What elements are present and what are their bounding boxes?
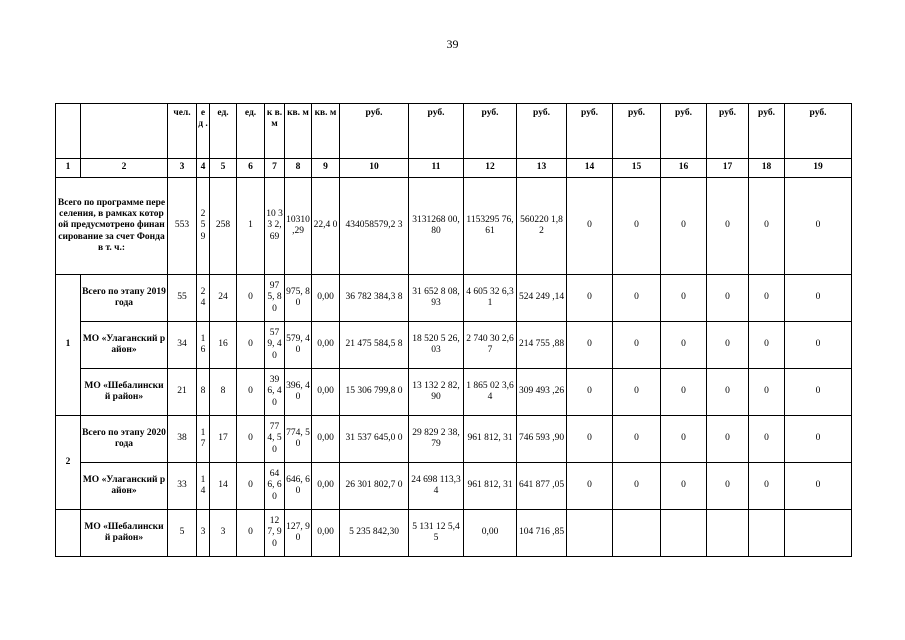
value-cell: 21: [168, 369, 197, 416]
unit-cell: [81, 104, 168, 159]
value-cell: 1 6: [197, 322, 210, 369]
value-cell: 0,00: [312, 369, 340, 416]
value-cell: 1: [237, 178, 265, 275]
value-cell: 214 755 ,88: [517, 322, 567, 369]
row-label: МО «Улаганский район»: [81, 463, 168, 510]
value-cell: 29 829 2 38,79: [409, 416, 464, 463]
value-cell: 4 605 32 6,31: [464, 275, 517, 322]
column-number: 19: [785, 159, 852, 178]
table-row: [56, 463, 852, 510]
unit-cell: кв. м: [312, 104, 340, 159]
value-cell: 0: [749, 416, 785, 463]
column-number: 4: [197, 159, 210, 178]
value-cell: 0: [707, 463, 749, 510]
value-cell: 0: [567, 463, 613, 510]
group-number: 1: [56, 275, 81, 416]
value-cell: 31 537 645,0 0: [340, 416, 409, 463]
value-cell: 0: [567, 369, 613, 416]
unit-cell: руб.: [464, 104, 517, 159]
value-cell: [749, 510, 785, 557]
column-number: 9: [312, 159, 340, 178]
value-cell: 1 865 02 3,64: [464, 369, 517, 416]
value-cell: 0: [661, 275, 707, 322]
value-cell: 0: [613, 322, 661, 369]
value-cell: 0: [237, 510, 265, 557]
column-number: 12: [464, 159, 517, 178]
unit-cell: руб.: [613, 104, 661, 159]
value-cell: 553: [168, 178, 197, 275]
value-cell: 2 5 9: [197, 178, 210, 275]
page-number: 39: [446, 37, 459, 51]
value-cell: 8: [197, 369, 210, 416]
value-cell: 64 6, 60: [265, 463, 285, 510]
value-cell: 36 782 384,3 8: [340, 275, 409, 322]
group-number: [56, 510, 81, 557]
value-cell: 0: [237, 416, 265, 463]
value-cell: [613, 510, 661, 557]
value-cell: 10310 ,29: [285, 178, 312, 275]
value-cell: 0: [749, 178, 785, 275]
value-cell: 579, 40: [285, 322, 312, 369]
total-row: [56, 178, 852, 275]
value-cell: 0: [661, 416, 707, 463]
value-cell: 2 4: [197, 275, 210, 322]
value-cell: 5: [168, 510, 197, 557]
value-cell: 3131268 00,80: [409, 178, 464, 275]
group-number: 2: [56, 416, 81, 510]
column-number: 17: [707, 159, 749, 178]
value-cell: 0,00: [312, 275, 340, 322]
value-cell: 434058579,2 3: [340, 178, 409, 275]
value-cell: 0: [237, 275, 265, 322]
value-cell: 10 33 2, 69: [265, 178, 285, 275]
unit-cell: руб.: [409, 104, 464, 159]
value-cell: 0: [613, 416, 661, 463]
value-cell: [567, 510, 613, 557]
value-cell: 38: [168, 416, 197, 463]
value-cell: 0: [567, 322, 613, 369]
value-cell: 961 812, 31: [464, 463, 517, 510]
value-cell: 641 877 ,05: [517, 463, 567, 510]
value-cell: 646, 60: [285, 463, 312, 510]
value-cell: 17: [210, 416, 237, 463]
value-cell: 1 7: [197, 416, 210, 463]
value-cell: 0: [785, 275, 852, 322]
value-cell: 975, 80: [285, 275, 312, 322]
value-cell: 0: [785, 369, 852, 416]
column-number: 11: [409, 159, 464, 178]
value-cell: 13 132 2 82,90: [409, 369, 464, 416]
table-row: [56, 416, 852, 463]
column-number: 3: [168, 159, 197, 178]
value-cell: 0: [613, 178, 661, 275]
unit-cell: чел.: [168, 104, 197, 159]
value-cell: 0: [613, 275, 661, 322]
unit-cell: руб.: [517, 104, 567, 159]
data-table: [55, 103, 852, 557]
value-cell: 0: [749, 275, 785, 322]
value-cell: 0: [707, 369, 749, 416]
value-cell: 0,00: [312, 463, 340, 510]
column-number: 18: [749, 159, 785, 178]
value-cell: 0,00: [312, 416, 340, 463]
value-cell: 0: [237, 463, 265, 510]
value-cell: [661, 510, 707, 557]
row-label: МО «Шебалинский район»: [81, 369, 168, 416]
value-cell: 0: [661, 322, 707, 369]
value-cell: 55: [168, 275, 197, 322]
row-label: МО «Шебалинский район»: [81, 510, 168, 557]
value-cell: 0: [785, 416, 852, 463]
unit-cell: е д .: [197, 104, 210, 159]
value-cell: 127, 90: [285, 510, 312, 557]
unit-cell: руб.: [661, 104, 707, 159]
value-cell: 0: [749, 369, 785, 416]
column-number: 1: [56, 159, 81, 178]
value-cell: 524 249 ,14: [517, 275, 567, 322]
value-cell: [707, 510, 749, 557]
value-cell: 0: [661, 178, 707, 275]
value-cell: 0: [613, 463, 661, 510]
unit-cell: ед.: [210, 104, 237, 159]
value-cell: 0: [661, 369, 707, 416]
unit-cell: руб.: [785, 104, 852, 159]
table-row: [56, 275, 852, 322]
value-cell: 309 493 ,26: [517, 369, 567, 416]
value-cell: 746 593 ,90: [517, 416, 567, 463]
column-number-row: [56, 159, 852, 178]
column-number: 14: [567, 159, 613, 178]
value-cell: 18 520 5 26,03: [409, 322, 464, 369]
value-cell: 34: [168, 322, 197, 369]
value-cell: 0: [707, 322, 749, 369]
value-cell: 22,4 0: [312, 178, 340, 275]
value-cell: 12 7, 90: [265, 510, 285, 557]
value-cell: 0: [567, 275, 613, 322]
value-cell: 5 235 842,30: [340, 510, 409, 557]
value-cell: 31 652 8 08,93: [409, 275, 464, 322]
unit-cell: руб.: [707, 104, 749, 159]
value-cell: 3: [197, 510, 210, 557]
value-cell: 14: [210, 463, 237, 510]
total-label: Всего по программе переселения, в рамках которой предусмотрено финансирование за счет Фонда в т. ч.:: [56, 178, 168, 275]
value-cell: 2 740 30 2,67: [464, 322, 517, 369]
units-row: [56, 104, 852, 159]
value-cell: 0,00: [464, 510, 517, 557]
value-cell: 24 698 113,34: [409, 463, 464, 510]
column-number: 2: [81, 159, 168, 178]
row-label: МО «Улаганский район»: [81, 322, 168, 369]
value-cell: 0: [707, 178, 749, 275]
value-cell: 26 301 802,7 0: [340, 463, 409, 510]
column-number: 15: [613, 159, 661, 178]
value-cell: 0: [661, 463, 707, 510]
value-cell: 0: [707, 275, 749, 322]
value-cell: 961 812, 31: [464, 416, 517, 463]
value-cell: 0: [613, 369, 661, 416]
value-cell: 16: [210, 322, 237, 369]
row-label: Всего по этапу 2019 года: [81, 275, 168, 322]
row-label: Всего по этапу 2020 года: [81, 416, 168, 463]
column-number: 8: [285, 159, 312, 178]
value-cell: 15 306 799,8 0: [340, 369, 409, 416]
value-cell: 0: [567, 416, 613, 463]
value-cell: 0,00: [312, 322, 340, 369]
value-cell: 0: [785, 322, 852, 369]
column-number: 5: [210, 159, 237, 178]
value-cell: 1 4: [197, 463, 210, 510]
value-cell: 258: [210, 178, 237, 275]
value-cell: 0: [567, 178, 613, 275]
column-number: 10: [340, 159, 409, 178]
unit-cell: руб.: [749, 104, 785, 159]
table-row: [56, 322, 852, 369]
value-cell: 0: [785, 178, 852, 275]
value-cell: 77 4, 50: [265, 416, 285, 463]
value-cell: 21 475 584,5 8: [340, 322, 409, 369]
unit-cell: руб.: [567, 104, 613, 159]
column-number: 7: [265, 159, 285, 178]
value-cell: 8: [210, 369, 237, 416]
unit-cell: [56, 104, 81, 159]
value-cell: 97 5, 80: [265, 275, 285, 322]
value-cell: 3: [210, 510, 237, 557]
value-cell: 0: [707, 416, 749, 463]
value-cell: 0: [749, 322, 785, 369]
value-cell: 396, 40: [285, 369, 312, 416]
value-cell: [785, 510, 852, 557]
table-row: [56, 510, 852, 557]
value-cell: 0: [749, 463, 785, 510]
value-cell: 57 9, 40: [265, 322, 285, 369]
value-cell: 39 6, 40: [265, 369, 285, 416]
value-cell: 5 131 12 5,45: [409, 510, 464, 557]
unit-cell: к в. м: [265, 104, 285, 159]
column-number: 13: [517, 159, 567, 178]
value-cell: 104 716 ,85: [517, 510, 567, 557]
value-cell: 0: [237, 322, 265, 369]
value-cell: 24: [210, 275, 237, 322]
value-cell: 0,00: [312, 510, 340, 557]
unit-cell: ед.: [237, 104, 265, 159]
unit-cell: кв. м: [285, 104, 312, 159]
value-cell: 560220 1,82: [517, 178, 567, 275]
value-cell: 0: [237, 369, 265, 416]
value-cell: 0: [785, 463, 852, 510]
column-number: 16: [661, 159, 707, 178]
value-cell: 33: [168, 463, 197, 510]
value-cell: 774, 50: [285, 416, 312, 463]
table-row: [56, 369, 852, 416]
unit-cell: руб.: [340, 104, 409, 159]
column-number: 6: [237, 159, 265, 178]
value-cell: 1153295 76,61: [464, 178, 517, 275]
